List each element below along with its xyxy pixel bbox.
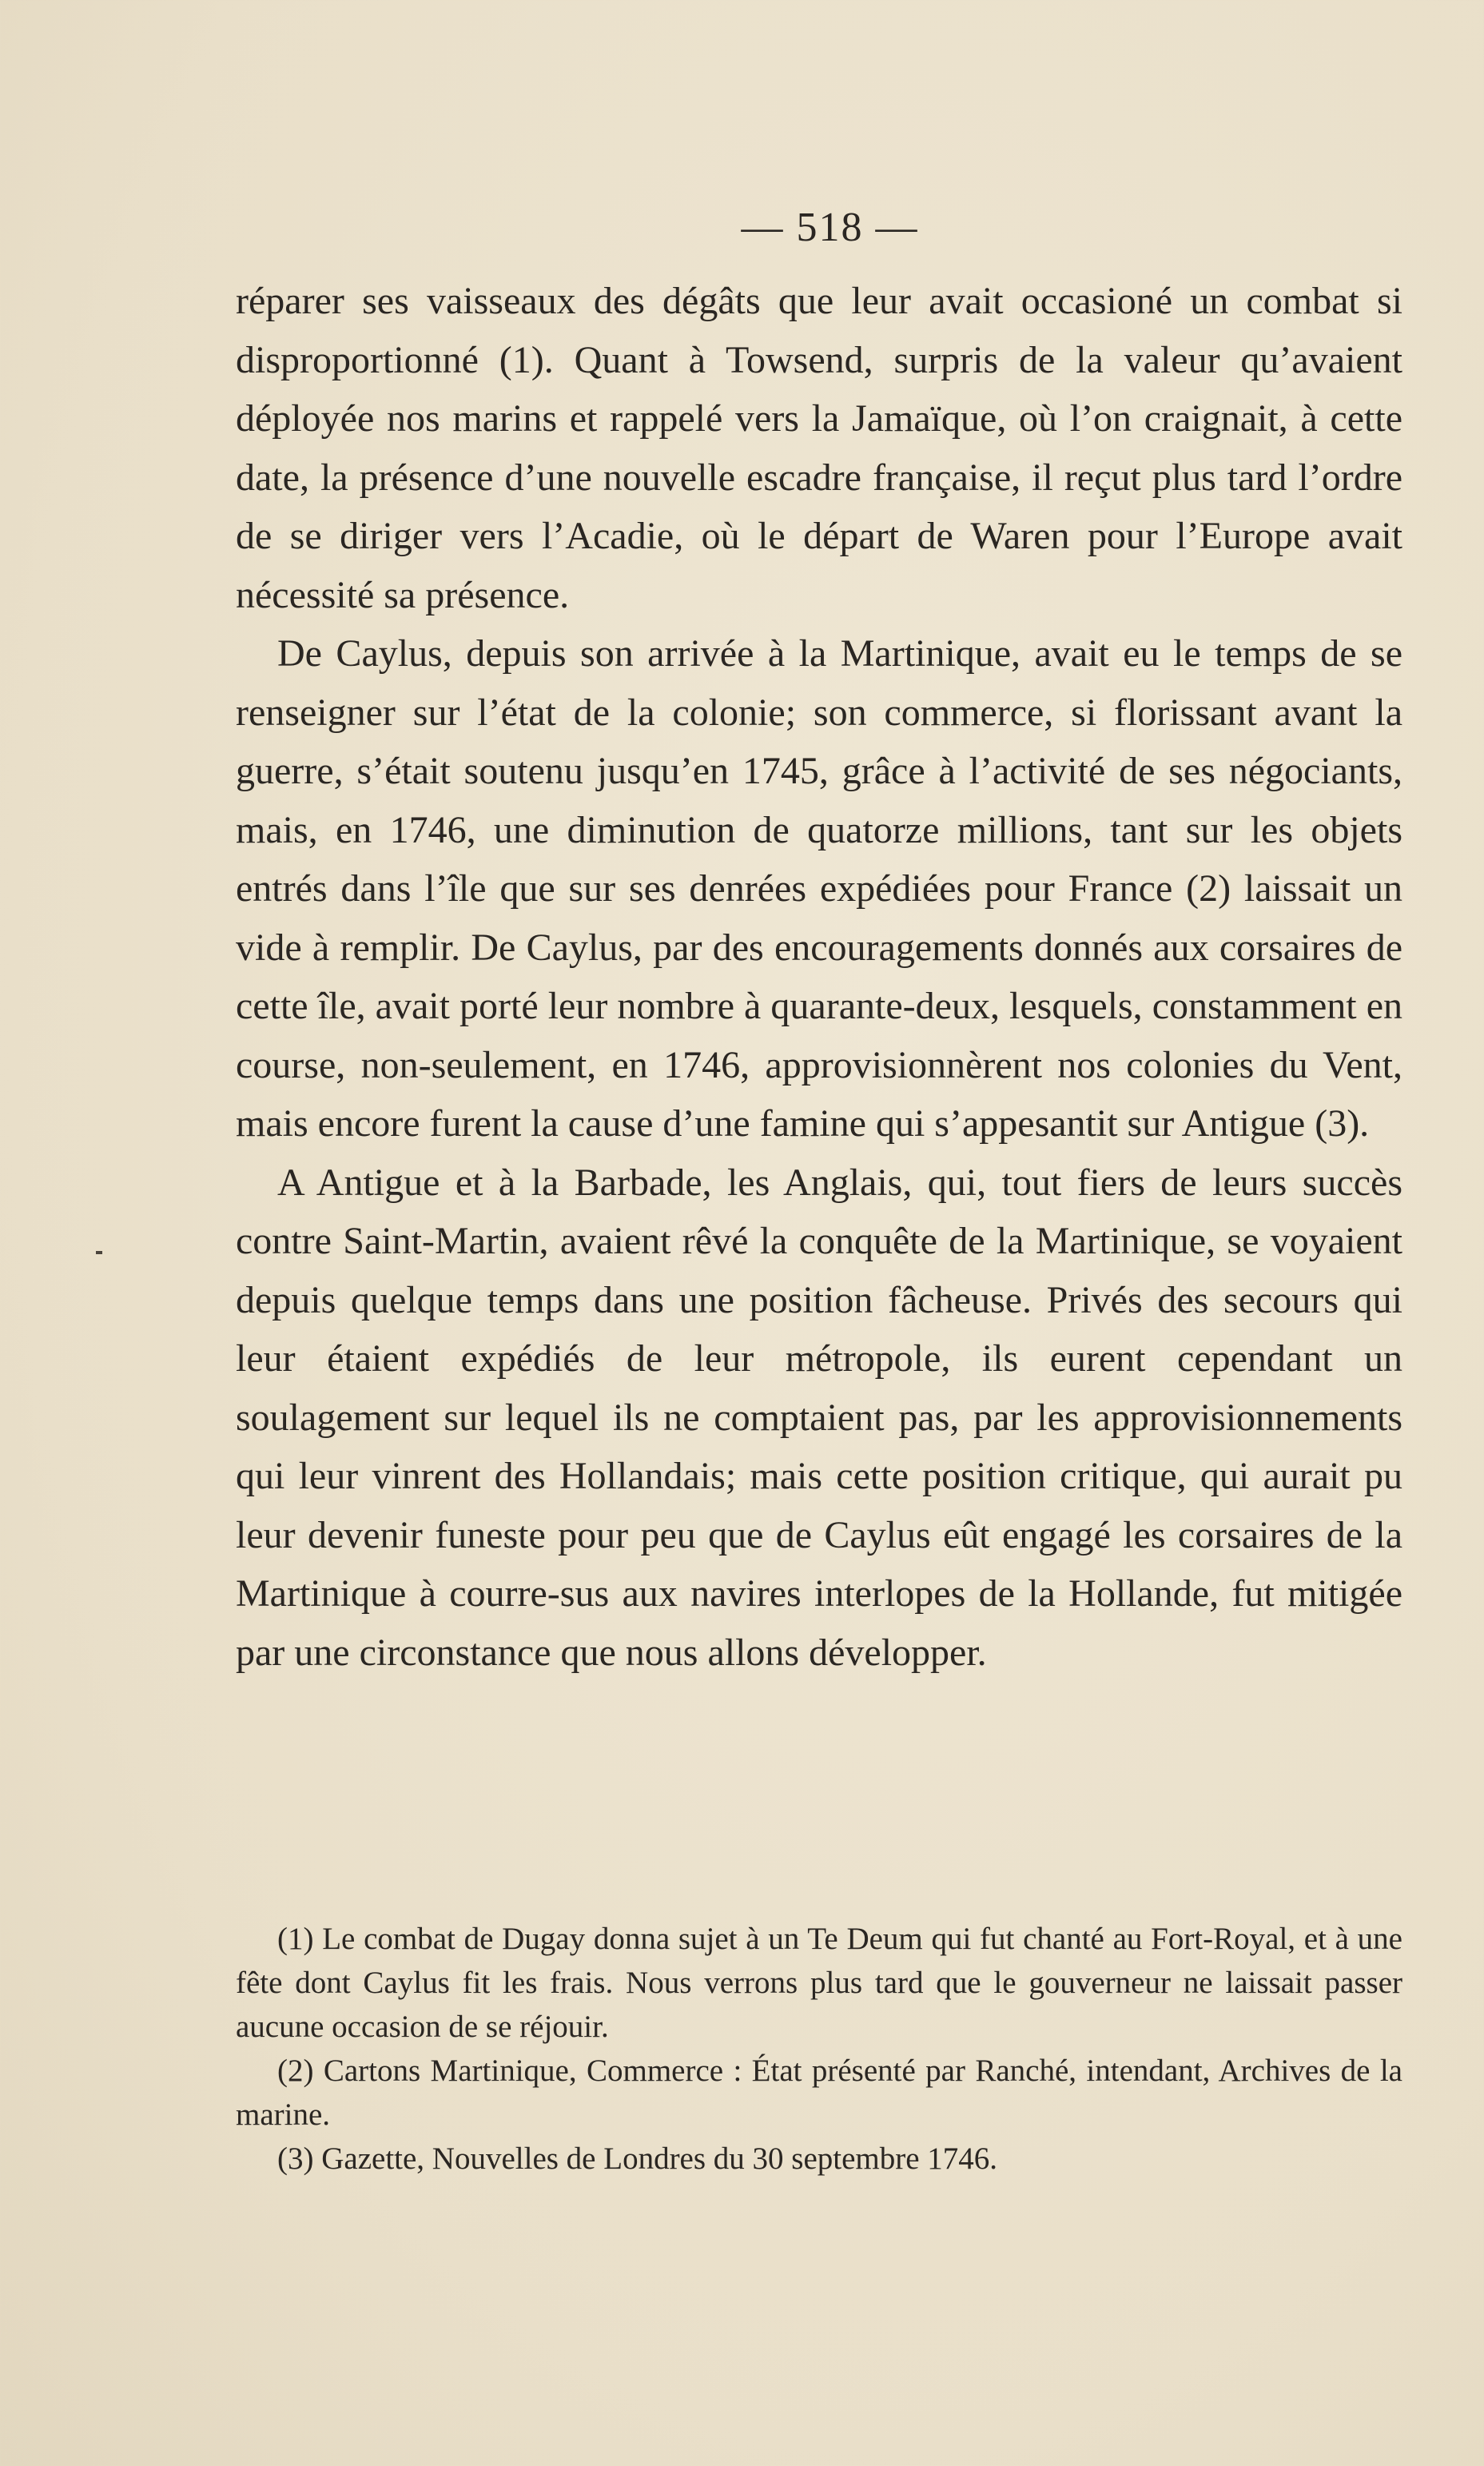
margin-mark bbox=[96, 1251, 102, 1254]
paragraph-3-text: A Antigue et à la Barbade, les Anglais, qui, tout fiers de leurs succès contre Saint-Martin, avaient rêvé la conquête de la Martinique, se voyaient depuis quelque temps dans une position fâcheuse. Privés des secours qui leur étaient expédiés de leur métropole, ils eurent cependant un soulagement sur lequel ils ne comptaient pas, par les approvisionnements qui leur vinrent des Hollandais; mais cette position critique, qui aurait pu leur devenir funeste pour peu que de Caylus eût engagé les corsaires de la Martinique à courre-sus aux navires interlopes de la Hollande, fut mitigée par une circonstance que nous allons développer. bbox=[236, 1161, 1402, 1674]
footnote-2-text: (2) Cartons Martinique, Commerce : État présenté par Ranché, intendant, Archives de la marine. bbox=[236, 2054, 1402, 2132]
page-number: — 518 — bbox=[741, 205, 919, 250]
footnote-1 bbox=[236, 1917, 1402, 2049]
footnotes bbox=[236, 1917, 1402, 2181]
paragraph-3 bbox=[236, 1153, 1402, 1683]
paragraph-2 bbox=[236, 624, 1402, 1153]
paragraph-2-text: De Caylus, depuis son arrivée à la Martinique, avait eu le temps de se renseigner sur l’état de la colonie; son commerce, si florissant avant la guerre, s’était soutenu jusqu’en 1745, grâce à l’activité de ses négociants, mais, en 1746, une diminution de quatorze millions, tant sur les objets entrés dans l’île que sur ses denrées expédiées pour France (2) laissait un vide à remplir. De Caylus, par des encouragements donnés aux corsaires de cette île, avait porté leur nombre à quarante-deux, lesquels, constamment en course, non-seulement, en 1746, approvisionnèrent nos colonies du Vent, mais encore furent la cause d’une famine qui s’appesantit sur Antigue (3). bbox=[236, 632, 1402, 1145]
footnote-3 bbox=[236, 2137, 1402, 2181]
footnote-2 bbox=[236, 2049, 1402, 2137]
paragraph-1-text: réparer ses vaisseaux des dégâts que leur avait occasioné un combat si disproportionné (1). Quant à Towsend, surpris de la valeur qu’avaient déployée nos marins et rappelé vers la Jamaïque, où l’on craignait, à cette date, la présence d’une nouvelle escadre française, il reçut plus tard l’ordre de se diriger vers l’Acadie, où le départ de Waren pour l’Europe avait nécessité sa présence. bbox=[236, 280, 1402, 616]
main-text bbox=[236, 272, 1402, 1682]
paragraph-1 bbox=[236, 272, 1402, 624]
footnote-3-text: (3) Gazette, Nouvelles de Londres du 30 septembre 1746. bbox=[277, 2141, 998, 2176]
footnote-1-text: (1) Le combat de Dugay donna sujet à un Te Deum qui fut chanté au Fort-Royal, et à une fête dont Caylus fit les frais. Nous verrons plus tard que le gouverneur ne laissait passer aucune occasion de se réjouir. bbox=[236, 1922, 1402, 2044]
